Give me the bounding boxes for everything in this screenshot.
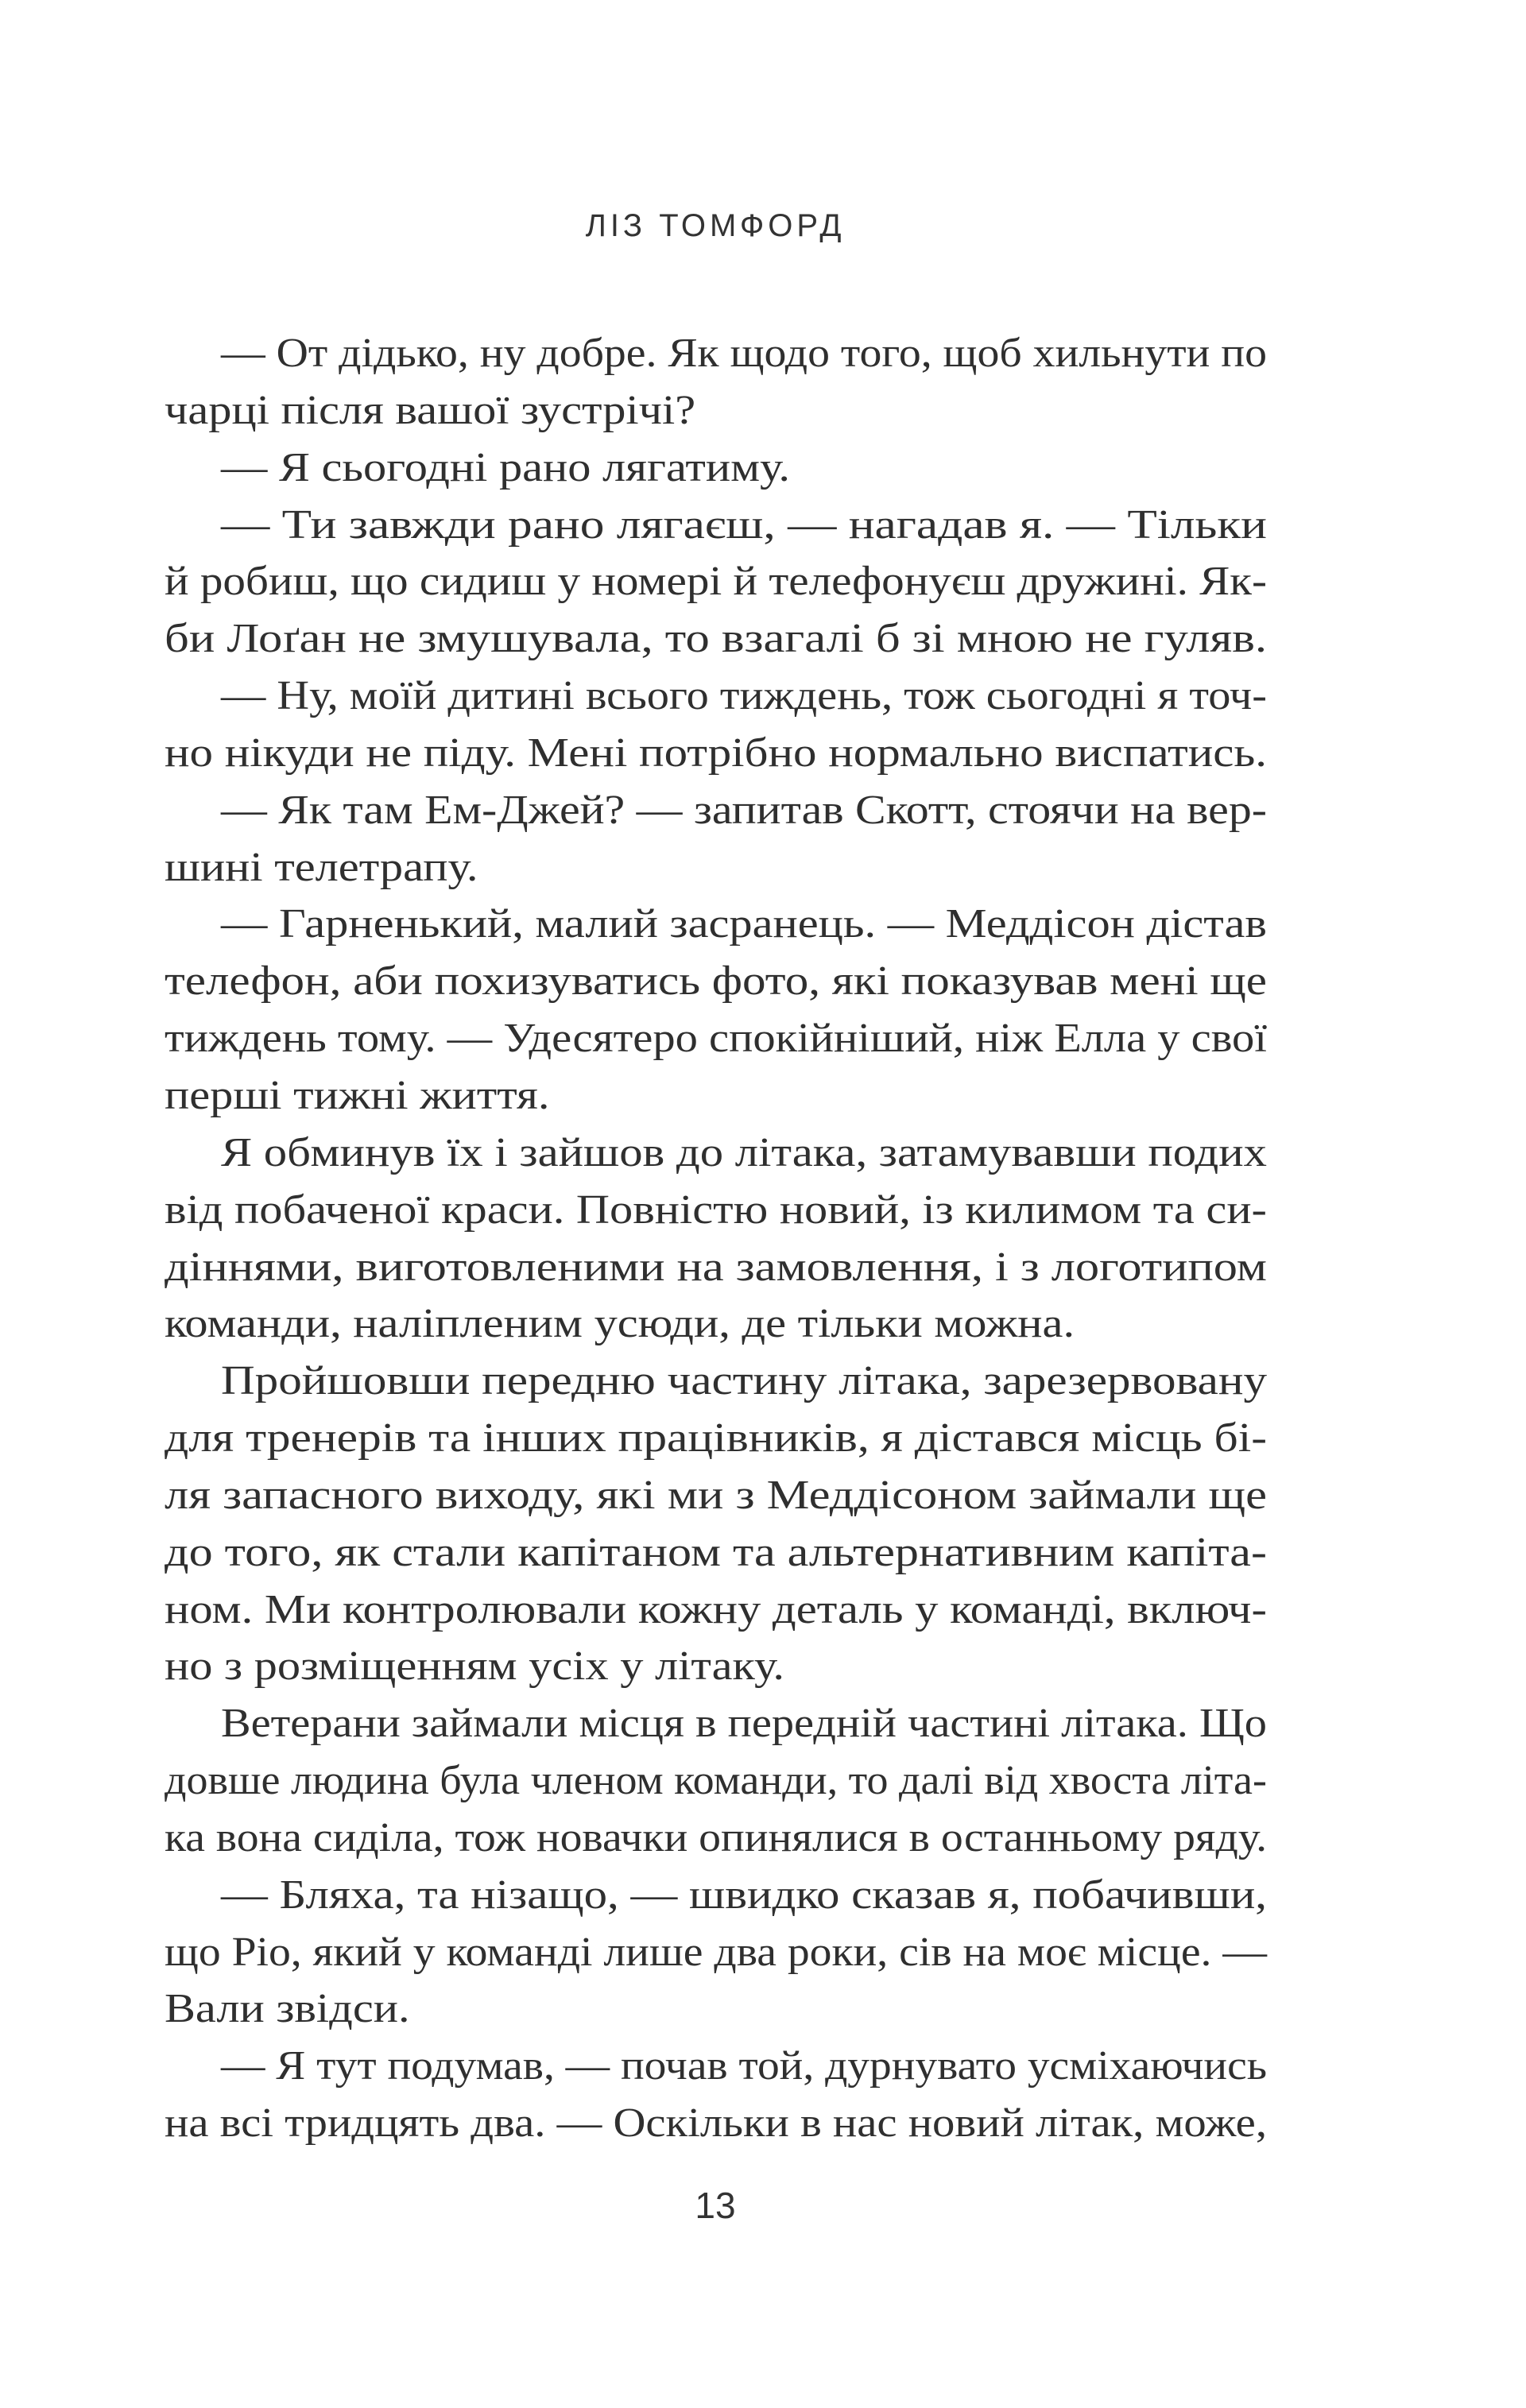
text-line	[165, 325, 1267, 382]
text-line-content: телефон, аби похизуватись фото, які показував мені ще	[165, 958, 1267, 1005]
text-line-content: — Гарненький, малий засранець. — Меддісон дістав	[221, 901, 1267, 947]
text-line	[165, 1125, 1267, 1182]
text-line-content: й робиш, що сидиш у номері й телефонуєш дружині. Як-	[165, 559, 1267, 605]
text-line	[165, 1980, 1267, 2038]
text-line	[165, 1182, 1267, 1239]
text-line-content: — Як там Ем-Джей? — запитав Скотт, стоячи на вер-	[221, 787, 1268, 833]
text-line	[165, 2038, 1267, 2095]
text-line-content: би Лоґан не змушувала, то взагалі б зі мною не гуляв.	[165, 616, 1267, 662]
text-line	[165, 1638, 1267, 1695]
text-line	[165, 725, 1267, 782]
text-line-content: ка вона сиділа, тож новачки опинялися в останньому ряду.	[165, 1814, 1267, 1860]
text-line-content: — Я тут подумав, — почав той, дурнувато усміхаючись	[221, 2043, 1267, 2089]
text-line	[165, 1581, 1267, 1639]
text-line-content: що Ріо, який у команді лише два роки, сів на моє місце. —	[165, 1929, 1267, 1975]
text-line-content: тиждень тому. — Удесятеро спокійніший, ніж Елла у свої	[165, 1016, 1268, 1062]
text-line	[165, 1239, 1267, 1296]
running-head-author: ЛІЗ ТОМФОРД	[585, 208, 846, 243]
text-line	[165, 1810, 1267, 1867]
text-line	[165, 610, 1267, 668]
text-line-content: — Бляха, та нізащо, — швидко сказав я, побачивши,	[221, 1872, 1267, 1918]
text-line	[165, 1353, 1267, 1410]
text-line	[165, 553, 1267, 610]
text-line	[165, 839, 1267, 896]
text-line-content: — Ти завжди рано лягаєш, — нагадав я. — Тільки	[221, 501, 1267, 548]
text-line-content: Ветерани займали місця в передній частині літака. Що	[221, 1701, 1267, 1747]
text-line-content: но з розміщенням усіх у літаку.	[165, 1643, 784, 1690]
text-line	[165, 1924, 1267, 1981]
text-line	[165, 2095, 1267, 2152]
page-number: 13	[695, 2185, 736, 2226]
text-line	[165, 1010, 1267, 1067]
text-line	[165, 668, 1267, 725]
text-line	[165, 1467, 1267, 1524]
text-line-content: до того, як стали капітаном та альтернативним капіта-	[165, 1529, 1267, 1575]
text-line-content: — От дідько, ну добре. Як щодо того, щоб хильнути по	[221, 331, 1267, 376]
body-text	[165, 325, 1267, 2152]
text-line	[165, 382, 1267, 439]
text-line	[165, 1695, 1267, 1752]
text-line-content: перші тижні життя.	[165, 1072, 550, 1118]
text-line-content: чарці після вашої зустрічі?	[165, 387, 696, 433]
text-line-content: шині телетрапу.	[165, 844, 478, 890]
text-line-content: — Ну, моїй дитині всього тиждень, тож сьогодні я точ-	[221, 673, 1267, 719]
text-line-content: Пройшовши передню частину літака, зарезервовану	[221, 1358, 1267, 1404]
text-line	[165, 497, 1267, 554]
text-line	[165, 1752, 1267, 1810]
text-line	[165, 782, 1267, 839]
text-line-content: діннями, виготовленими на замовлення, і з логотипом	[165, 1244, 1267, 1290]
text-line-content: Я обминув їх і зайшов до літака, затамувавши подих	[221, 1129, 1267, 1175]
text-line-content: но нікуди не піду. Мені потрібно нормально виспатись.	[165, 730, 1267, 776]
text-line-content: Вали звідси.	[165, 1986, 410, 2032]
text-line	[165, 1524, 1267, 1581]
text-line-content: ном. Ми контролювали кожну деталь у команді, включ-	[165, 1586, 1267, 1632]
text-line	[165, 953, 1267, 1010]
text-line-content: довше людина була членом команди, то далі від хвоста літа-	[165, 1758, 1267, 1804]
text-line-content: на всі тридцять два. — Оскільки в нас новий літак, може,	[165, 2100, 1268, 2147]
text-line-content: ля запасного виходу, які ми з Меддісоном займали ще	[165, 1472, 1267, 1518]
text-line	[165, 1867, 1267, 1924]
text-line-content: для тренерів та інших працівників, я дістався місць бі-	[165, 1415, 1267, 1461]
text-line-content: від побаченої краси. Повністю новий, із килимом та си-	[165, 1187, 1267, 1233]
text-line-content: команди, наліпленим усюди, де тільки можна.	[165, 1301, 1075, 1347]
text-line	[165, 1067, 1267, 1125]
text-line	[165, 1410, 1267, 1467]
text-line	[165, 896, 1267, 953]
text-line-content: — Я сьогодні рано лягатиму.	[221, 444, 791, 490]
text-line	[165, 439, 1267, 497]
text-line	[165, 1295, 1267, 1353]
